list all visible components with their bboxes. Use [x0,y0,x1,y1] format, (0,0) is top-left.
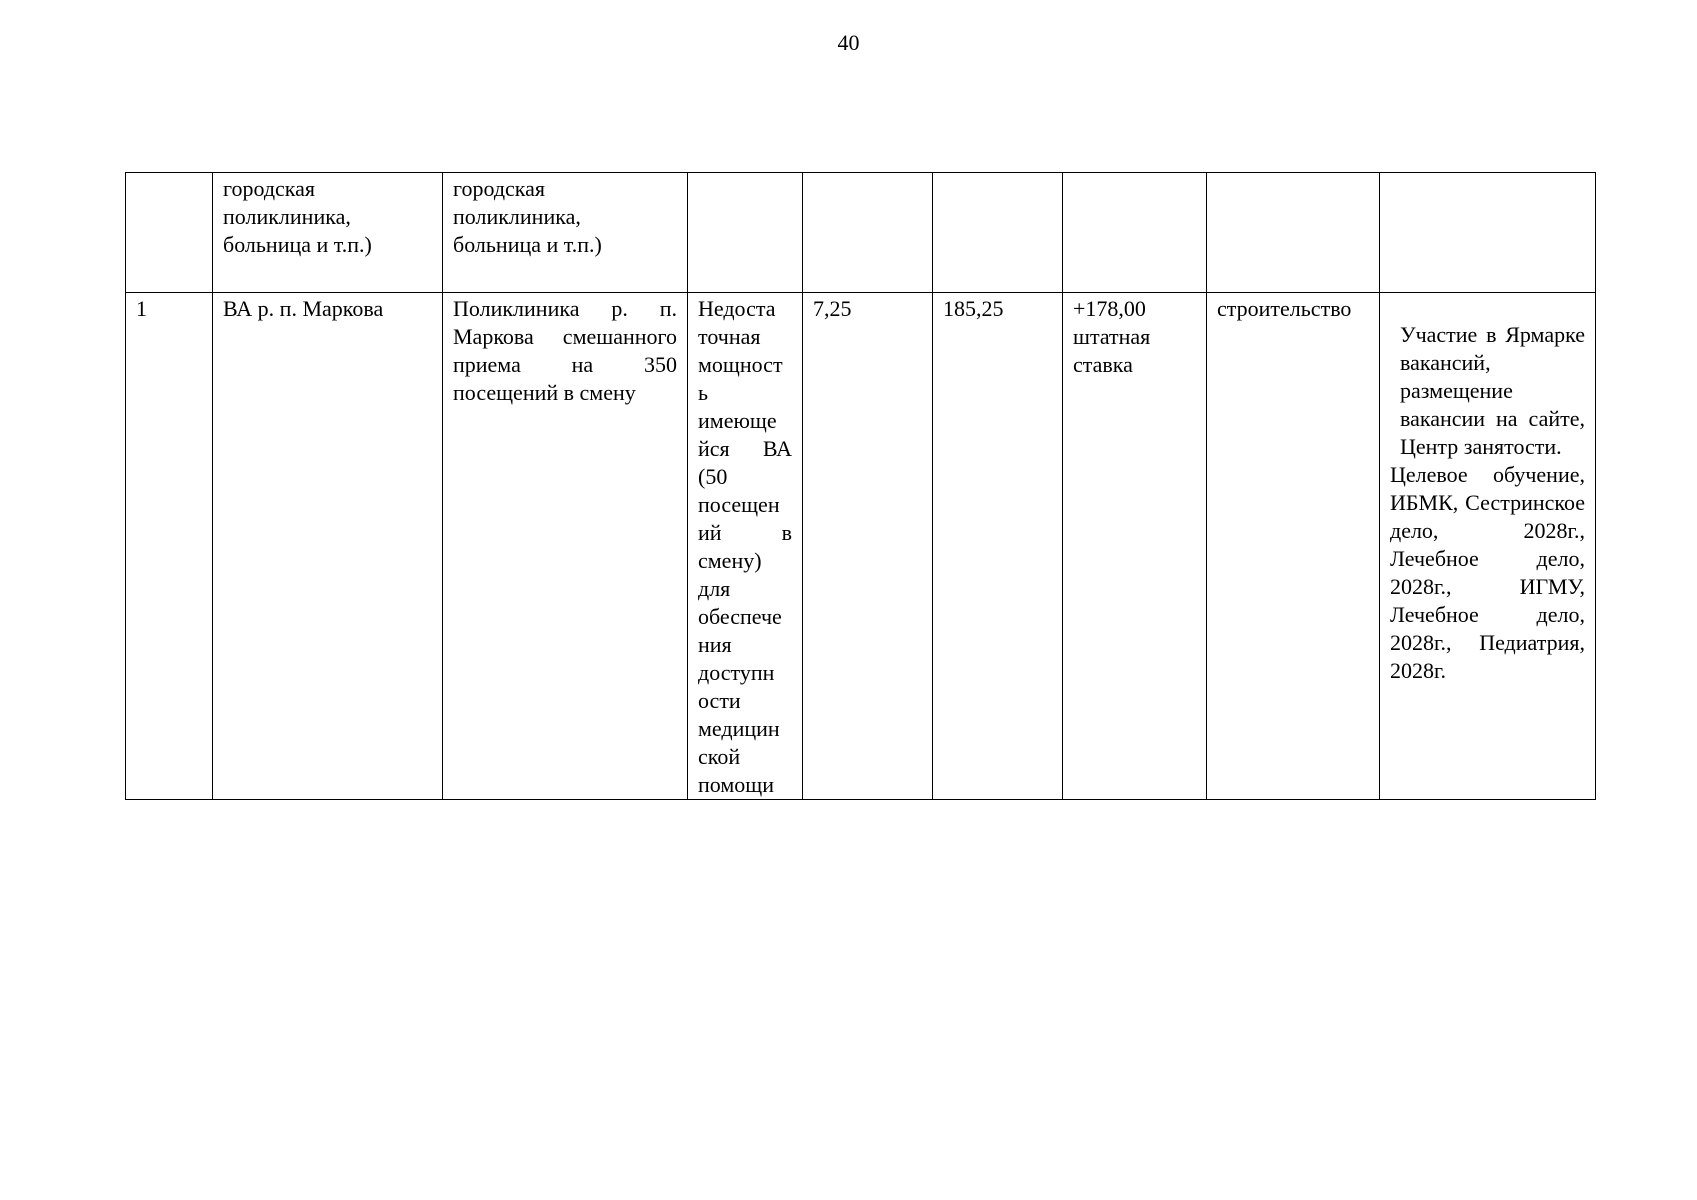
cell-value2 [933,173,1063,293]
cell-facility: Поликлиника р. п. Маркова смешанного приема на 350 посещений в смену [443,293,688,800]
cell-staff: +178,00 штатная ставка [1063,293,1207,800]
cell-actions [1380,293,1596,800]
cell-value2: 185,25 [933,293,1063,800]
cell-number: 1 [126,293,213,800]
cell-measure [1207,173,1380,293]
table-row-continuation [126,173,1596,293]
cell-staff [1063,173,1207,293]
data-table [125,172,1596,800]
cell-value1: 7,25 [803,293,933,800]
cell-actions [1380,173,1596,293]
actions-training-text: Целевое обучение, ИБМК, Сестринское дело, 2028г., Лечебное дело, 2028г., ИГМУ, Лечебное дело, 2028г., Педиатрия, 2028г. [1390,462,1585,683]
cell-reason: Недоста точная мощност ь имеюще йся ВА (50 посещен ий в смену) для обеспече ния доступн ости медицин ской помощи [688,293,803,800]
cell-value1 [803,173,933,293]
table-row [126,293,1596,800]
cell-number [126,173,213,293]
cell-reason [688,173,803,293]
actions-vacancy-text: Участие в Ярмарке вакансий, размещение вакансии на сайте, Центр занятости. [1400,322,1585,459]
cell-settlement: ВА р. п. Маркова [213,293,443,800]
cell-measure: строительство [1207,293,1380,800]
cell-settlement: городская поликлиника, больница и т.п.) [213,173,443,293]
page-number: 40 [837,30,860,55]
cell-facility: городская поликлиника, больница и т.п.) [443,173,688,293]
